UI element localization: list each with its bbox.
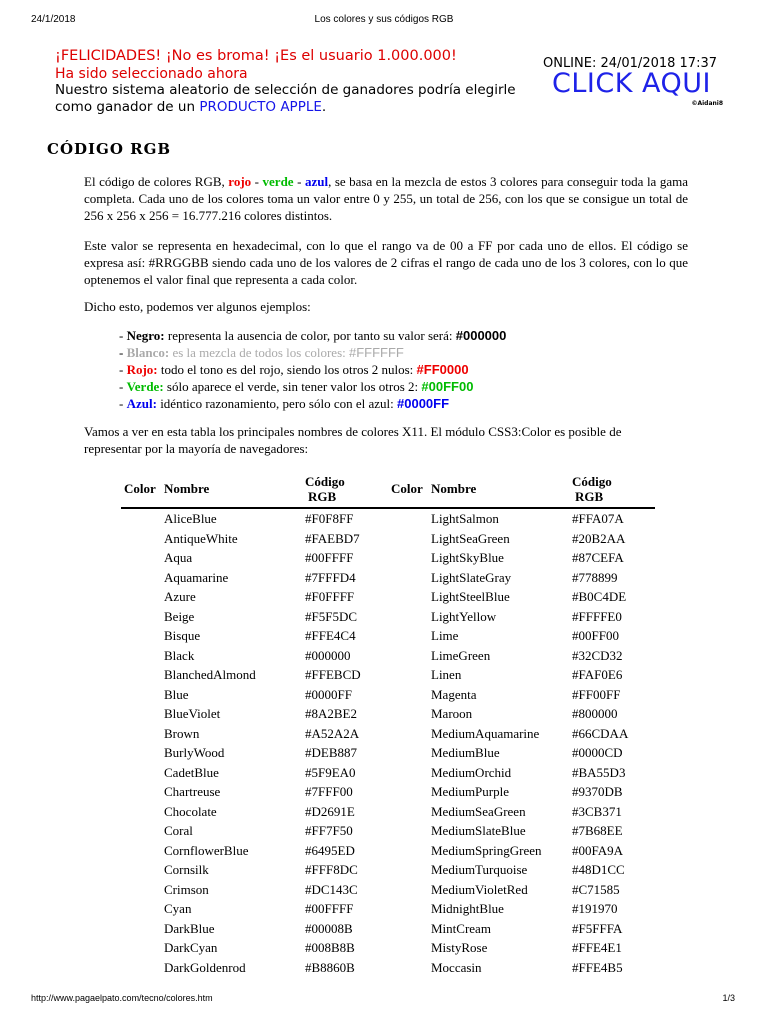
color-name-cell: LimeGreen — [431, 647, 491, 663]
bullet-dash: - — [119, 396, 127, 411]
color-swatch-cell — [121, 763, 161, 783]
table-row — [121, 607, 655, 627]
dash: - — [293, 174, 305, 189]
color-name-cell: MediumSeaGreen — [431, 803, 526, 819]
color-code-cell: #FFEBCD — [305, 667, 361, 682]
word-azul: azul — [304, 174, 329, 189]
color-code-cell: #F0FFFF — [305, 589, 355, 604]
color-swatch-cell — [388, 763, 428, 783]
page-title: CÓDIGO RGB — [47, 140, 172, 158]
color-name-cell: DarkBlue — [164, 920, 215, 936]
color-name-cell: Maroon — [431, 706, 473, 721]
table-row — [121, 860, 655, 880]
color-name-cell: Coral — [164, 823, 193, 838]
table-row — [121, 626, 655, 646]
color-name-cell: Chartreuse — [164, 784, 221, 799]
table-row — [121, 743, 655, 763]
color-swatch-cell — [388, 880, 428, 900]
table-row — [121, 821, 655, 841]
ad-banner[interactable] — [55, 48, 735, 118]
color-code-cell: #7B68EE — [572, 823, 623, 838]
example-text: representa la ausencia de color, por tanto su valor será: — [164, 328, 456, 343]
color-code-cell: #5F9EA0 — [305, 764, 356, 780]
example-item — [119, 378, 473, 395]
color-swatch-cell — [121, 529, 161, 549]
color-code-cell: #008B8B — [305, 940, 355, 955]
color-name-cell: MediumPurple — [431, 784, 509, 799]
color-swatch-cell — [121, 860, 161, 880]
color-swatch-cell — [121, 841, 161, 861]
color-name-cell: LightSalmon — [431, 511, 499, 526]
color-swatch-cell — [388, 508, 428, 529]
example-label: Negro: — [126, 328, 165, 343]
ad-text — [55, 82, 535, 116]
print-page-number: 1/3 — [722, 993, 735, 1003]
table-row — [121, 938, 655, 958]
color-name-cell: BlanchedAlmond — [164, 667, 256, 682]
color-swatch-cell — [388, 821, 428, 841]
color-code-cell: #FAEBD7 — [305, 530, 360, 546]
color-code-cell: #9370DB — [572, 784, 623, 799]
color-swatch-cell — [388, 607, 428, 627]
color-name-cell: Cyan — [164, 901, 192, 916]
color-name-cell: MidnightBlue — [431, 901, 504, 916]
color-name-cell: Linen — [431, 667, 462, 682]
example-item — [119, 327, 506, 344]
color-code-cell: #FF00FF — [572, 686, 621, 702]
color-name-cell: Black — [164, 647, 195, 663]
color-name-cell: Brown — [164, 725, 200, 741]
color-swatch-cell — [121, 626, 161, 646]
color-code-cell: #7FFFD4 — [305, 569, 356, 585]
color-swatch-cell — [388, 899, 428, 919]
color-code-cell: #48D1CC — [572, 862, 625, 877]
table-row — [121, 880, 655, 900]
example-code: #0000FF — [397, 396, 450, 411]
table-row — [121, 587, 655, 607]
color-name-cell: AntiqueWhite — [164, 530, 238, 546]
color-code-cell: #66CDAA — [572, 725, 629, 741]
color-name-cell: Bisque — [164, 628, 201, 643]
example-code: #FFFFFF — [349, 345, 404, 360]
color-swatch-cell — [388, 685, 428, 705]
color-name-cell: LightSlateGray — [431, 569, 512, 585]
table-header-row — [121, 470, 655, 508]
bullet-dash: - — [119, 345, 127, 360]
color-code-cell: #A52A2A — [305, 725, 360, 741]
color-name-cell: Beige — [164, 608, 195, 624]
col-header-code: Código RGB — [302, 470, 388, 508]
table-row — [121, 841, 655, 861]
ad-copyright: ©Aidani8 — [691, 100, 723, 107]
color-name-cell: Magenta — [431, 686, 477, 702]
color-swatch-cell — [388, 958, 428, 978]
color-name-cell: MediumSlateBlue — [431, 823, 526, 838]
color-code-cell: #20B2AA — [572, 530, 626, 546]
color-code-cell: #FFE4E1 — [572, 940, 622, 955]
ad-subline[interactable]: Ha sido seleccionado ahora — [55, 66, 248, 82]
print-title: Los colores y sus códigos RGB — [314, 14, 454, 25]
color-code-cell: #FAF0E6 — [572, 667, 623, 682]
color-swatch-cell — [121, 899, 161, 919]
color-code-cell: #87CEFA — [572, 550, 624, 565]
color-code-cell: #DC143C — [305, 881, 358, 897]
word-verde: verde — [262, 174, 294, 189]
color-name-cell: Moccasin — [431, 959, 482, 975]
example-code: #00FF00 — [421, 379, 474, 394]
example-label: Verde: — [126, 379, 164, 394]
col-header-code: Código RGB — [569, 470, 655, 508]
color-code-cell: #0000CD — [572, 745, 623, 760]
color-code-cell: #00008B — [305, 920, 353, 936]
example-item — [119, 361, 469, 378]
color-name-cell: MediumTurquoise — [431, 862, 528, 877]
bullet-dash: - — [119, 328, 127, 343]
example-text: sólo aparece el verde, sin tener valor los otros 2: — [163, 379, 422, 394]
color-code-cell: #DEB887 — [305, 745, 357, 760]
table-row — [121, 782, 655, 802]
color-name-cell: LightSkyBlue — [431, 550, 504, 565]
color-swatch-cell — [121, 587, 161, 607]
example-text: es la mezcla de todos los colores: — [169, 345, 349, 360]
col-header-color: Color — [388, 470, 428, 508]
color-swatch-cell — [388, 919, 428, 939]
color-name-cell: LightSteelBlue — [431, 589, 510, 604]
color-swatch-cell — [388, 626, 428, 646]
col-header-name: Nombre — [428, 470, 569, 508]
color-name-cell: Crimson — [164, 881, 209, 897]
ad-text-body: Nuestro sistema aleatorio de selección de ganadores podría elegirle como ganador de un — [55, 82, 516, 115]
example-item — [119, 395, 449, 412]
color-swatch-cell — [121, 802, 161, 822]
color-code-cell: #00FF00 — [572, 628, 619, 643]
col-header-color: Color — [121, 470, 161, 508]
bullet-dash: - — [119, 379, 127, 394]
color-swatch-cell — [121, 821, 161, 841]
ad-headline[interactable]: ¡FELICIDADES! ¡No es broma! ¡Es el usuario 1.000.000! — [55, 48, 457, 64]
ad-online-status: ONLINE: 24/01/2018 17:37 — [542, 56, 717, 71]
color-code-cell: #32CD32 — [572, 647, 623, 663]
color-name-cell: CadetBlue — [164, 764, 219, 780]
table-row — [121, 802, 655, 822]
color-code-cell: #FFFFE0 — [572, 608, 622, 624]
dash: - — [251, 174, 263, 189]
color-code-cell: #BA55D3 — [572, 764, 626, 780]
table-row — [121, 724, 655, 744]
color-code-cell: #3CB371 — [572, 803, 622, 819]
table-row — [121, 958, 655, 978]
table-row — [121, 899, 655, 919]
color-code-cell: #00FFFF — [305, 550, 354, 565]
table-row — [121, 568, 655, 588]
color-code-cell: #7FFF00 — [305, 784, 353, 799]
color-swatch-cell — [388, 646, 428, 666]
color-swatch-cell — [121, 919, 161, 939]
color-swatch-cell — [388, 802, 428, 822]
color-swatch-cell — [121, 704, 161, 724]
table-row — [121, 919, 655, 939]
example-label: Blanco: — [126, 345, 170, 360]
color-swatch-cell — [388, 938, 428, 958]
print-date: 24/1/2018 — [31, 14, 76, 25]
table-row — [121, 665, 655, 685]
table-row — [121, 529, 655, 549]
table-row — [121, 704, 655, 724]
color-swatch-cell — [388, 665, 428, 685]
color-name-cell: DarkGoldenrod — [164, 959, 246, 975]
intro-text: El código de colores RGB, — [84, 174, 225, 189]
color-swatch-cell — [121, 665, 161, 685]
color-swatch-cell — [121, 646, 161, 666]
color-code-cell: #191970 — [572, 901, 618, 916]
color-swatch-cell — [121, 685, 161, 705]
color-swatch-cell — [121, 938, 161, 958]
color-swatch-cell — [121, 508, 161, 529]
color-code-cell: #778899 — [572, 569, 618, 585]
color-name-cell: MediumOrchid — [431, 764, 512, 780]
color-name-cell: Chocolate — [164, 803, 217, 819]
color-swatch-cell — [388, 704, 428, 724]
table-row — [121, 508, 655, 529]
colors-table — [121, 470, 655, 977]
example-code: #000000 — [455, 328, 507, 343]
color-swatch-cell — [121, 958, 161, 978]
color-code-cell: #F5FFFA — [572, 920, 623, 936]
ad-product-link[interactable]: PRODUCTO APPLE — [199, 99, 322, 115]
table-row — [121, 685, 655, 705]
color-swatch-cell — [388, 724, 428, 744]
color-code-cell: #FFE4B5 — [572, 959, 623, 975]
color-name-cell: MediumVioletRed — [431, 881, 528, 897]
example-text: idéntico razonamiento, pero sólo con el azul: — [156, 396, 397, 411]
ad-click-button[interactable]: CLICK AQUI — [552, 68, 711, 99]
color-name-cell: LightSeaGreen — [431, 530, 510, 546]
color-code-cell: #FF7F50 — [305, 823, 353, 838]
table-intro-paragraph: Vamos a ver en esta tabla los principales nombres de colores X11. El módulo CSS3:Color es posible de representar por la mayoría de navegadores: — [84, 424, 622, 456]
color-swatch-cell — [388, 860, 428, 880]
hex-paragraph: Este valor se representa en hexadecimal, con lo que el rango va de 00 a FF por cada uno de ellos. El código se expresa así: #RRGGBB siendo cada uno de los valores de 2 cifras el rango de cada uno de los 3 colores, con lo que optenemos el valor final que representa a cada color. — [84, 238, 688, 287]
intro-text-cont: , se basa en la mezcla de estos 3 colores para conseguir toda la gama completa. Cada uno de los colores toma un valor entre 0 y 255, un total de 256, con los que se consigue un total de 256 x 256 x 256 = 16.777.216 colores distintos. — [84, 174, 688, 223]
color-name-cell: AliceBlue — [164, 511, 217, 526]
intro-paragraph — [84, 173, 688, 224]
color-name-cell: LightYellow — [431, 608, 497, 624]
color-swatch-cell — [388, 529, 428, 549]
color-swatch-cell — [388, 841, 428, 861]
color-code-cell: #00FA9A — [572, 842, 624, 858]
example-text: todo el tono es del rojo, siendo los otros 2 nulos: — [157, 362, 417, 377]
color-name-cell: MistyRose — [431, 940, 488, 955]
example-label: Azul: — [126, 396, 157, 411]
color-name-cell: MediumAquamarine — [431, 725, 540, 741]
color-code-cell: #FFA07A — [572, 511, 624, 526]
color-name-cell: MediumSpringGreen — [431, 842, 542, 858]
color-swatch-cell — [121, 548, 161, 568]
color-code-cell: #000000 — [305, 647, 351, 663]
example-item — [119, 344, 404, 361]
color-swatch-cell — [121, 743, 161, 763]
print-url: http://www.pagaelpato.com/tecno/colores.htm — [31, 993, 213, 1003]
color-swatch-cell — [388, 548, 428, 568]
color-name-cell: Blue — [164, 686, 189, 702]
color-code-cell: #8A2BE2 — [305, 706, 357, 721]
example-label: Rojo: — [126, 362, 158, 377]
table-row — [121, 548, 655, 568]
color-name-cell: Lime — [431, 628, 459, 643]
color-code-cell: #FFE4C4 — [305, 628, 356, 643]
color-swatch-cell — [121, 724, 161, 744]
word-rojo: rojo — [228, 174, 252, 189]
color-code-cell: #F0F8FF — [305, 511, 354, 526]
color-swatch-cell — [388, 743, 428, 763]
col-header-name: Nombre — [161, 470, 302, 508]
bullet-dash: - — [119, 362, 127, 377]
example-code: #FF0000 — [416, 362, 469, 377]
color-name-cell: MediumBlue — [431, 745, 500, 760]
color-code-cell: #6495ED — [305, 842, 355, 858]
color-code-cell: #00FFFF — [305, 901, 354, 916]
ad-text-suffix: . — [321, 99, 327, 115]
examples-intro: Dicho esto, podemos ver algunos ejemplos: — [84, 299, 311, 314]
color-name-cell: Cornsilk — [164, 862, 209, 877]
color-swatch-cell — [121, 607, 161, 627]
color-code-cell: #B0C4DE — [572, 589, 627, 604]
color-swatch-cell — [121, 880, 161, 900]
color-code-cell: #F5F5DC — [305, 608, 358, 624]
color-code-cell: #0000FF — [305, 686, 352, 702]
color-swatch-cell — [121, 568, 161, 588]
color-name-cell: Aqua — [164, 550, 193, 565]
color-code-cell: #FFF8DC — [305, 862, 358, 877]
table-row — [121, 763, 655, 783]
color-swatch-cell — [388, 782, 428, 802]
color-name-cell: Aquamarine — [164, 569, 229, 585]
color-swatch-cell — [388, 587, 428, 607]
color-name-cell: BurlyWood — [164, 745, 225, 760]
color-name-cell: CornflowerBlue — [164, 842, 249, 858]
color-code-cell: #800000 — [572, 706, 618, 721]
color-code-cell: #B8860B — [305, 959, 355, 975]
color-code-cell: #D2691E — [305, 803, 355, 819]
color-name-cell: DarkCyan — [164, 940, 218, 955]
color-name-cell: MintCream — [431, 920, 491, 936]
color-swatch-cell — [388, 568, 428, 588]
color-swatch-cell — [121, 782, 161, 802]
color-code-cell: #C71585 — [572, 881, 620, 897]
color-name-cell: Azure — [164, 589, 196, 604]
color-name-cell: BlueViolet — [164, 706, 221, 721]
table-row — [121, 646, 655, 666]
